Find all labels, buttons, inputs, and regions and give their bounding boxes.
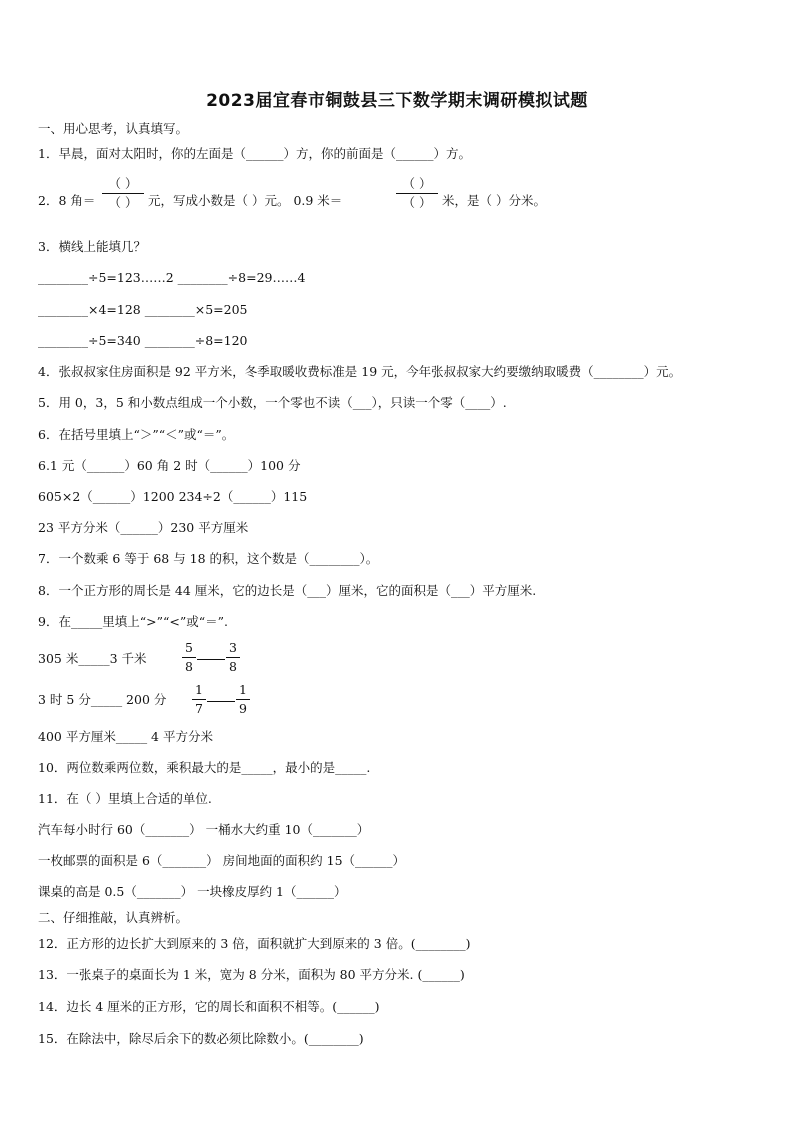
fraction-bar: [102, 193, 144, 194]
question-2-middle: 元，写成小数是（ ）元。 0.9 米＝: [148, 193, 343, 208]
question-9-row-2: 3 时 5 分_____ 200 分: [38, 692, 167, 707]
fraction-denominator: 8: [185, 659, 193, 674]
question-1: 1．早晨，面对太阳时，你的左面是（______）方，你的前面是（______）方。: [38, 146, 471, 161]
fraction-bar: [226, 657, 240, 658]
section-2-heading: 二、仔细推敲，认真辨析。: [38, 910, 189, 925]
fraction-denominator: 8: [229, 659, 237, 674]
fraction-5-8: [182, 640, 196, 675]
question-7: 7．一个数乘 6 等于 68 与 18 的积，这个数是（________）。: [38, 551, 379, 566]
fraction-numerator: 1: [239, 682, 247, 697]
question-11-row-2: 一枚邮票的面积是 6（_______） 房间地面的面积约 15（______）: [38, 853, 406, 868]
fraction-bar: [396, 193, 438, 194]
fraction-numerator: 3: [229, 640, 237, 655]
question-6-row-1: 6.1 元（______）60 角 2 时（______）100 分: [38, 458, 301, 473]
question-3-row-1: ________÷5=123……2 ________÷8=29……4: [38, 270, 306, 285]
question-11-row-3: 课桌的高是 0.5（_______） 一块橡皮厚约 1（______）: [38, 884, 347, 899]
comparison-blank: [197, 659, 225, 660]
question-2-prefix: 2．8 角＝: [38, 193, 96, 208]
fraction-numerator: （ ）: [402, 176, 432, 191]
question-5: 5．用 0，3，5 和小数点组成一个小数，一个零也不读（___），只读一个零（____）.: [38, 395, 507, 410]
question-11-row-1: 汽车每小时行 60（_______） 一桶水大约重 10（_______）: [38, 822, 370, 837]
question-3: 3．横线上能填几？: [38, 239, 146, 254]
fraction-bar: [182, 657, 196, 658]
question-12: 12．正方形的边长扩大到原来的 3 倍，面积就扩大到原来的 3 倍。(________): [38, 936, 471, 951]
fraction-bar: [236, 699, 250, 700]
question-6-row-3: 23 平方分米（______）230 平方厘米: [38, 520, 249, 535]
fraction-numerator: （ ）: [108, 176, 138, 191]
question-9-row-3: 400 平方厘米_____ 4 平方分米: [38, 729, 213, 744]
fraction-denominator: 9: [239, 701, 247, 716]
question-3-row-3: ________÷5=340 ________÷8=120: [38, 333, 248, 348]
comparison-blank: [207, 701, 235, 702]
question-2-fraction-2: [396, 176, 438, 211]
question-2-suffix: 米，是（ ）分米。: [442, 193, 546, 208]
question-14: 14．边长 4 厘米的正方形，它的周长和面积不相等。(______): [38, 999, 380, 1014]
question-9-row-1: 305 米_____3 千米: [38, 651, 147, 666]
fraction-1-7: [192, 682, 206, 717]
question-6-row-2: 605×2（______）1200 234÷2（______）115: [38, 489, 308, 504]
fraction-denominator: 7: [195, 701, 203, 716]
question-9: 9．在_____里填上“>”“<”或“＝”.: [38, 614, 228, 629]
question-11: 11．在（ ）里填上合适的单位.: [38, 791, 212, 806]
question-6: 6．在括号里填上“＞”“＜”或“＝”。: [38, 427, 235, 442]
section-1-heading: 一、用心思考，认真填写。: [38, 121, 189, 136]
question-8: 8．一个正方形的周长是 44 厘米，它的边长是（___）厘米，它的面积是（___）平方厘米.: [38, 583, 537, 598]
fraction-numerator: 5: [185, 640, 193, 655]
fraction-denominator: （ ）: [108, 195, 138, 210]
page-title: 2023届宜春市铜鼓县三下数学期末调研模拟试题: [206, 91, 588, 111]
question-3-row-2: ________×4=128 ________×5=205: [38, 302, 248, 317]
question-15: 15．在除法中，除尽后余下的数必须比除数小。(________): [38, 1031, 364, 1046]
question-13: 13．一张桌子的桌面长为 1 米，宽为 8 分米，面积为 80 平方分米. (______): [38, 967, 465, 982]
fraction-numerator: 1: [195, 682, 203, 697]
question-4: 4．张叔叔家住房面积是 92 平方米，冬季取暖收费标准是 19 元，今年张叔叔家大约要缴纳取暖费（________）元。: [38, 364, 682, 379]
fraction-3-8: [226, 640, 240, 675]
fraction-bar: [192, 699, 206, 700]
question-2-fraction-1: [102, 176, 144, 211]
fraction-denominator: （ ）: [402, 195, 432, 210]
fraction-1-9: [236, 682, 250, 717]
question-10: 10．两位数乘两位数，乘积最大的是_____，最小的是_____.: [38, 760, 371, 775]
